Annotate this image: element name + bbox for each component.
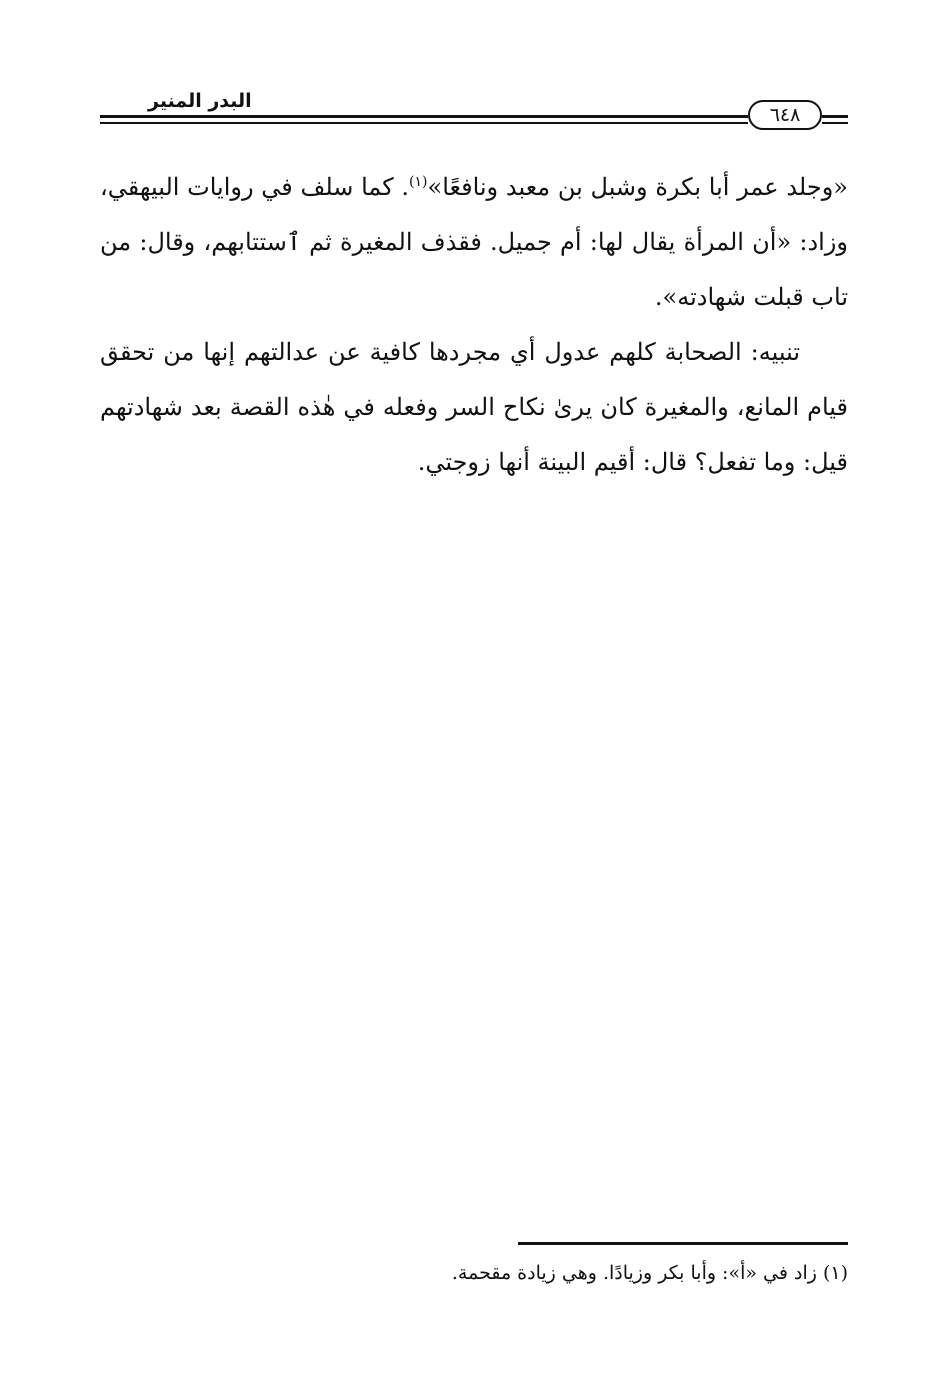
footnote-1: (١) زاد في «أ»: وأبا بكر وزيادًا. وهي زيادة مقحمة.: [451, 1262, 848, 1284]
header-rule-right-bottom: [822, 122, 848, 124]
main-text: [100, 160, 848, 490]
paragraph-1: [100, 160, 848, 325]
footnote-separator: [518, 1242, 848, 1245]
header-rule-top: [100, 115, 748, 118]
page-number: ٦٤٨: [748, 100, 822, 130]
header-rule-right-top: [822, 115, 848, 118]
running-title: البدر المنير: [148, 90, 252, 112]
header-rule-bottom: [100, 122, 748, 124]
footnote-reference: (١): [409, 174, 428, 190]
paragraph-1-text-a: «وجلد عمر أبا بكرة وشبل بن معبد ونافعًا»: [427, 173, 848, 201]
paragraph-2: تنبيه: الصحابة كلهم عدول أي مجردها كافية عن عدالتهم إنها من تحقق قيام المانع، والمغيرة كان يرىٰ نكاح السر وفعله في هٰذه القصة بعد شهادتهم قيل: وما تفعل؟ قال: أقيم البينة أنها زوجتي.: [100, 338, 848, 476]
page-header: [100, 88, 848, 136]
paragraph-1-text-b: . كما سلف في روايات البيهقي، وزاد: «أن المرأة يقال لها: أم جميل. فقذف المغيرة ثم ٱستتابهم، وقال: من تاب قبلت شهادته».: [100, 173, 848, 311]
